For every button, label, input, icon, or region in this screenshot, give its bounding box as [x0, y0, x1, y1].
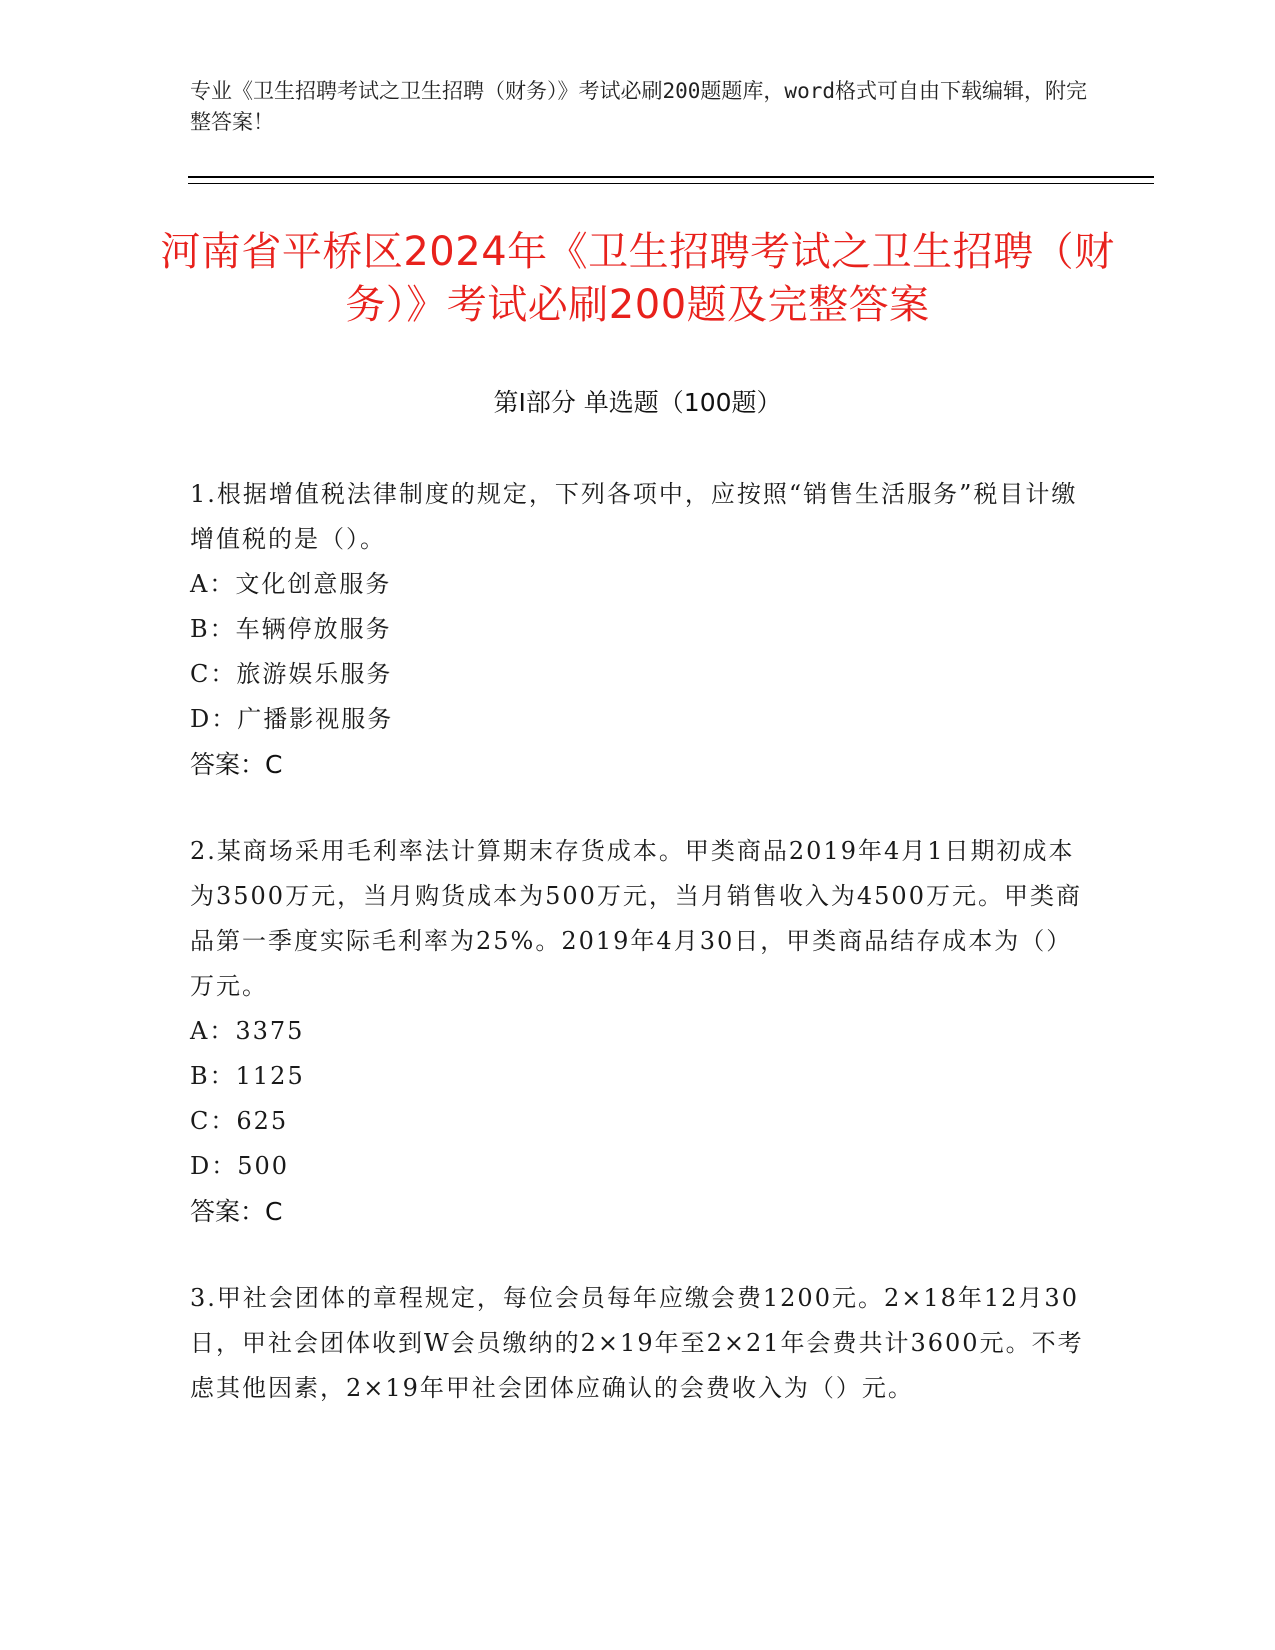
answer: 答案：C [190, 1197, 283, 1226]
option-a: A：文化创意服务 [190, 570, 392, 598]
question-text: 2.某商场采用毛利率法计算期末存货成本。甲类商品2019年4月1日期初成本为3500万元，当月购货成本为500万元，当月销售收入为4500万元。甲类商品第一季度实际毛利率为25%。2019年4月30日，甲类商品结存成本为（）万元。 [190, 837, 1082, 1000]
option-b: B：车辆停放服务 [190, 615, 392, 643]
header-note: 专业《卫生招聘考试之卫生招聘（财务）》考试必刷200题题库，word格式可自由下载编辑，附完整答案！ [190, 79, 1087, 134]
section-title: 第Ⅰ部分 单选题（100题） [493, 388, 782, 417]
answer: 答案：C [190, 750, 283, 779]
option-b: B：1125 [190, 1062, 305, 1090]
option-c: C：旅游娱乐服务 [190, 660, 393, 688]
document-title: 河南省平桥区2024年《卫生招聘考试之卫生招聘（财务）》考试必刷200题及完整答案 [160, 229, 1115, 328]
option-d: D：500 [190, 1152, 290, 1180]
question-3 [190, 1276, 1085, 1411]
question-list [190, 472, 1085, 1453]
header-rule-thin [188, 183, 1154, 184]
question-2 [190, 829, 1085, 1234]
option-d: D：广播影视服务 [190, 705, 394, 733]
question-1 [190, 472, 1085, 787]
option-a: A：3375 [190, 1017, 305, 1045]
question-text: 3.甲社会团体的章程规定，每位会员每年应缴会费1200元。2×18年12月30日，甲社会团体收到W会员缴纳的2×19年至2×21年会费共计3600元。不考虑其他因素，2×19年甲社会团体应确认的会费收入为（）元。 [190, 1284, 1084, 1402]
option-c: C：625 [190, 1107, 289, 1135]
question-text: 1.根据增值税法律制度的规定，下列各项中，应按照“销售生活服务”税目计缴增值税的是（）。 [190, 480, 1078, 553]
header-rule-thick [188, 176, 1154, 178]
